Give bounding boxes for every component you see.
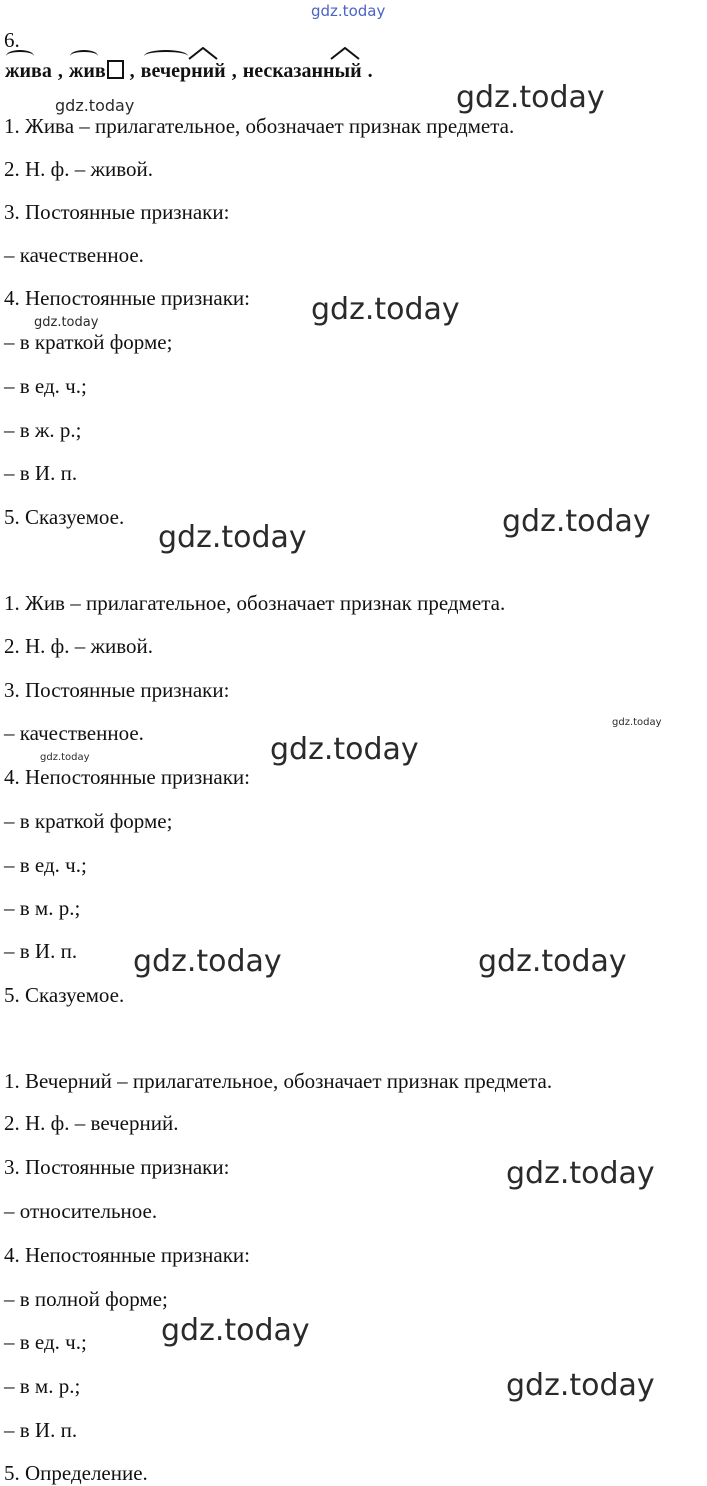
top-watermark: gdz.today [311,2,386,20]
watermark: gdz.today [158,520,307,555]
suffix-icon [188,47,218,60]
analysis-line: – в ед. ч.; [4,853,87,877]
analysis-line: 1. Вечерний – прилагательное, обозначает признак предмета. [4,1069,553,1093]
analysis-line: – в И. п. [4,939,78,963]
analysis-line: – в краткой форме; [4,809,173,833]
root-arc-icon [70,50,98,62]
word-zhiv [68,60,125,83]
analysis-line: 4. Непостоянные признаки: [4,286,250,310]
watermark: gdz.today [55,96,135,115]
root-arc-icon [6,50,34,62]
analysis-line: 2. Н. ф. – вечерний. [4,1111,179,1135]
watermark: gdz.today [506,1156,655,1191]
watermark: gdz.today [506,1368,655,1403]
analysis-line: 5. Сказуемое. [4,505,125,529]
watermark: gdz.today [502,504,651,539]
watermark: gdz.today [270,732,419,767]
analysis-line: 2. Н. ф. – живой. [4,157,154,181]
watermark: gdz.today [612,717,662,728]
analysis-line: – в м. р.; [4,896,81,920]
separator: , [231,60,237,82]
root-arc-icon [144,50,188,62]
analysis-line: – качественное. [4,721,144,745]
analysis-line: – в ед. ч.; [4,374,87,398]
watermark: gdz.today [456,80,605,115]
analysis-line: – в ед. ч.; [4,1330,87,1354]
analysis-line: – относительное. [4,1199,158,1223]
watermark: gdz.today [40,752,90,763]
word-zhiv-text: жив [68,60,106,82]
word-neskazanny-text: несказанный [242,60,362,82]
analysis-line: – в полной форме; [4,1287,168,1311]
separator: , [57,60,63,82]
separator: . [367,60,373,82]
separator: , [129,60,135,82]
analysis-line: 1. Жива – прилагательное, обозначает признак предмета. [4,114,515,138]
analysis-line: 4. Непостоянные признаки: [4,765,250,789]
word-vecherniy [140,60,227,83]
watermark: gdz.today [478,944,627,979]
analysis-line: 2. Н. ф. – живой. [4,634,154,658]
analysis-line: 3. Постоянные признаки: [4,1155,230,1179]
word-neskazanny [242,60,363,83]
analysis-line: – в И. п. [4,461,78,485]
analysis-line: – в м. р.; [4,1374,81,1398]
analysis-line: 3. Постоянные признаки: [4,678,230,702]
analysis-line: 5. Определение. [4,1461,148,1485]
watermark: gdz.today [34,315,99,330]
analysis-line: – в краткой форме; [4,330,173,354]
word-analysis-header [4,60,373,83]
watermark: gdz.today [311,292,460,327]
watermark: gdz.today [161,1313,310,1348]
analysis-line: – в ж. р.; [4,418,82,442]
word-vecherniy-text: вечерний [140,60,226,82]
analysis-line: – в И. п. [4,1418,78,1442]
suffix-icon [330,47,360,60]
analysis-line: – качественное. [4,243,144,267]
task-number: 6. [4,28,20,52]
analysis-line: 3. Постоянные признаки: [4,200,230,224]
analysis-line: 1. Жив – прилагательное, обозначает признак предмета. [4,591,506,615]
analysis-line: 4. Непостоянные признаки: [4,1243,250,1267]
zero-ending-icon [107,60,124,79]
word-zhiva [4,60,53,83]
word-zhiva-text: жива [5,60,52,82]
analysis-line: 5. Сказуемое. [4,983,125,1007]
watermark: gdz.today [133,944,282,979]
